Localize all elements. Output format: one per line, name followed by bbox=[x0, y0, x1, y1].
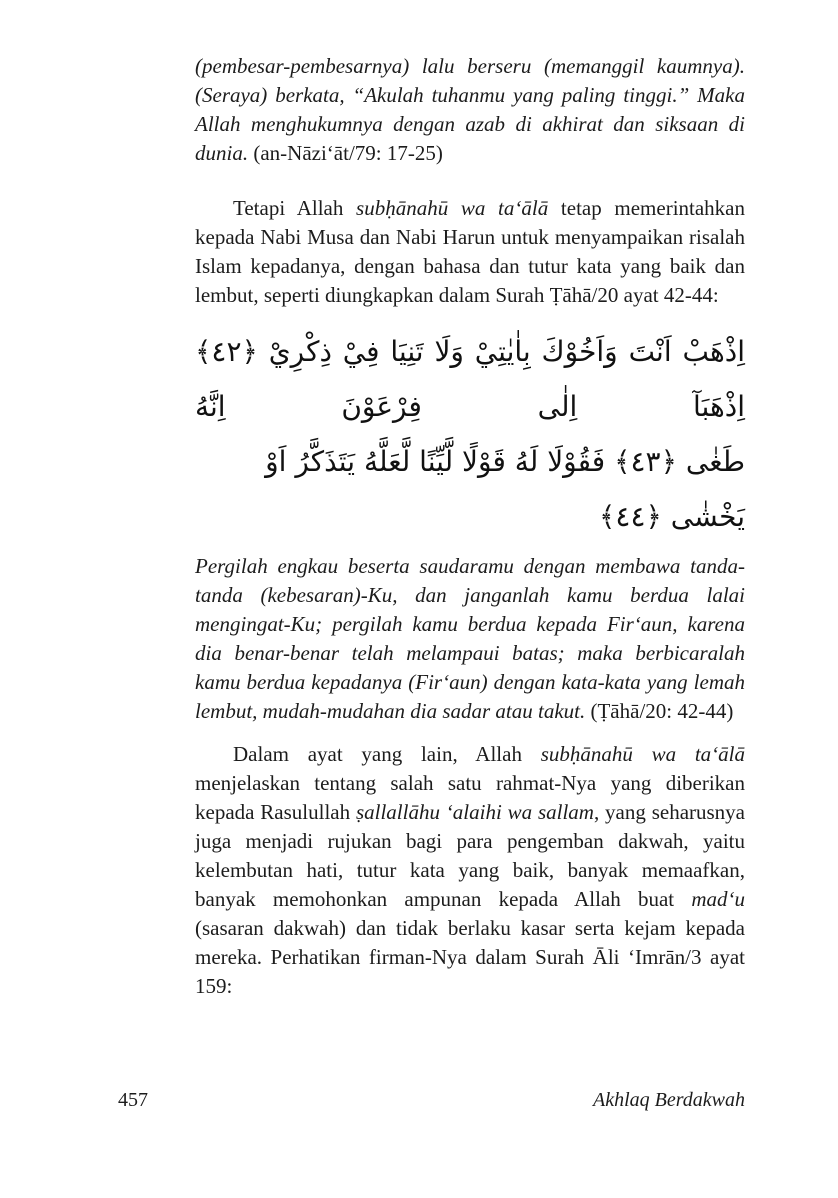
paragraph-tetapi-text-1: Tetapi Allah bbox=[233, 196, 357, 220]
translation-taha-reference: (Ṭāhā/20: 42-44) bbox=[590, 699, 734, 723]
running-title: Akhlaq Berdakwah bbox=[592, 1089, 745, 1111]
page-number: 457 bbox=[118, 1089, 148, 1111]
term-madu: mad‘u bbox=[691, 887, 745, 911]
paragraph-tetapi-text-2: tetap memerintahkan kepada Nabi Musa dan Nabi Harun untuk menyampaikan risalah Islam kepadanya, dengan bahasa dan tutur kata yang baik dan lembut, seperti diungkapkan dalam Surah Ṭāhā/20 ayat 42-44: bbox=[195, 196, 746, 307]
quote-translation-naziat bbox=[195, 52, 745, 168]
honorific-sallallahu: ṣallallāhu ‘alaihi wa sallam bbox=[355, 800, 594, 824]
paragraph-dalam-text-4: (sasaran dakwah) dan tidak berlaku kasar serta kejam kepada mereka. Perhatikan firman-Nya dalam Surah Āli ‘Imrān/3 ayat 159: bbox=[195, 916, 745, 998]
honorific-subhanahu: subḥānahū wa ta‘ālā bbox=[356, 196, 549, 220]
paragraph-dalam-text-1: Dalam ayat yang lain, Allah bbox=[233, 742, 541, 766]
page-footer bbox=[118, 1088, 745, 1112]
paragraph-tetapi bbox=[195, 194, 745, 310]
arabic-verse-line-1: اِذْهَبْ اَنْتَ وَاَخُوْكَ بِاٰيٰتِيْ وَلَا تَنِيَا فِيْ ذِكْرِيْ ﴿٤٢﴾ اِذْهَبَآ اِلٰى فِرْعَوْنَ اِنَّهُ bbox=[195, 335, 745, 423]
paragraph-dalam-text-2: menjelaskan tentang salah satu rahmat-Nya yang diberikan kepada Rasulullah bbox=[195, 771, 745, 824]
translation-taha-italic-text: Pergilah engkau beserta saudaramu dengan membawa tanda-tanda (kebesaran)-Ku, dan janganlah kamu berdua lalai mengingat-Ku; pergilah kamu berdua kepada Fir‘aun, karena dia benar-benar telah melampaui batas; maka berbicaralah kamu berdua kepadanya (Fir‘aun) dengan kata-kata yang lemah lembut, mudah-mudahan dia sadar atau takut. bbox=[195, 554, 745, 723]
quote-translation-taha bbox=[195, 552, 745, 726]
quran-verse-arabic-taha-42-44 bbox=[195, 324, 745, 544]
honorific-subhanahu-2: subḥānahū wa ta‘ālā bbox=[540, 742, 745, 766]
quote-naziat-reference: (an-Nāzi‘āt/79: 17-25) bbox=[248, 141, 443, 165]
paragraph-dalam-text-3: , yang seharusnya juga menjadi rujukan bagi para pengemban dakwah, yaitu kelembutan hati, tutur kata yang baik, banyak memaafkan, banyak memohonkan ampunan kepada Allah buat bbox=[195, 800, 745, 911]
arabic-verse-line-2: طَغٰى ﴿٤٣﴾ فَقُوْلَا لَهُ قَوْلًا لَّيِّنًا لَّعَلَّهُ يَتَذَكَّرُ اَوْ يَخْشٰى ﴿٤٤﴾ bbox=[265, 445, 745, 533]
paragraph-dalam bbox=[195, 740, 745, 1001]
quote-naziat-italic-text: (pembesar-pembesarnya) lalu berseru (memanggil kaumnya). (Seraya) berkata, “Akulah tuhanmu yang paling tinggi.” Maka Allah menghukumnya dengan azab di akhirat dan siksaan di dunia. bbox=[195, 54, 745, 165]
